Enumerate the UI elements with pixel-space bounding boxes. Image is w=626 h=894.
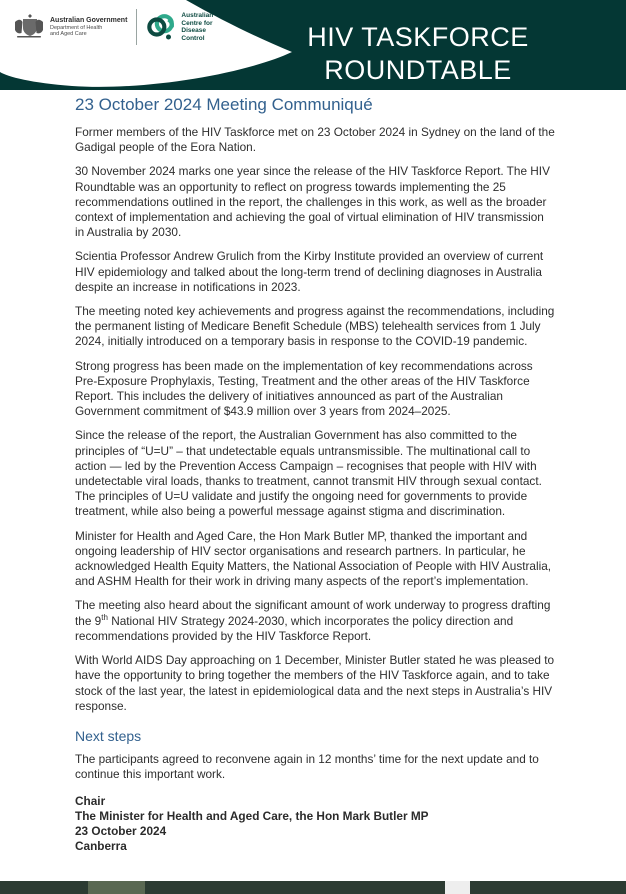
paragraphs xyxy=(75,125,556,714)
acdc-logo-line: Centre for xyxy=(181,19,213,27)
signature-place: Canberra xyxy=(75,839,127,854)
document-heading: 23 October 2024 Meeting Communiqué xyxy=(75,95,373,114)
banner-title-line1: HIV TASKFORCE xyxy=(307,22,529,52)
acdc-logo-line: Control xyxy=(181,34,205,42)
footer-segment-sage xyxy=(88,881,145,894)
signature-block xyxy=(75,794,556,854)
paragraph: Since the release of the report, the Australian Government has also committed to the principles of “U=U” – that undetectable equals untransmissible. The multinational call to action — led by the Prevention Access Campaign – recognises that people with HIV with undetectable viral loads, thanks to treatment, cannot transmit HIV through sexual contact. The principles of U=U validate and justify the ongoing need for governments to provide treatment, while also being a powerful message against stigma and discrimination. xyxy=(75,428,542,519)
australian-government-logo xyxy=(13,14,127,40)
acdc-logo xyxy=(146,12,213,42)
banner-title xyxy=(268,21,568,87)
gov-logo-line2: Department of Health and Aged Care xyxy=(50,24,103,37)
paragraph: 30 November 2024 marks one year since the release of the HIV Taskforce Report. The HIV Roundtable was an opportunity to reflect on progress towards implementing the 25 recommendations outlined in the report, the challenges in this work, as well as the broader context of implementation and achieving the goal of virtual elimination of HIV transmission in Australia by 2030. xyxy=(75,164,550,240)
next-steps-heading: Next steps xyxy=(75,727,142,744)
gov-logo-text xyxy=(50,17,127,38)
paragraph: With World AIDS Day approaching on 1 December, Minister Butler stated he was pleased to have the opportunity to bring together the members of the HIV Taskforce again, and to take stock of the last year, the latest in epidemiological data and the next steps in Australia’s HIV response. xyxy=(75,653,555,713)
signature-name: The Minister for Health and Aged Care, the Hon Mark Butler MP xyxy=(75,809,429,824)
footer-bar xyxy=(0,881,626,894)
paragraph: Minister for Health and Aged Care, the Hon Mark Butler MP, thanked the important and ongoing leadership of HIV sector organisations and research partners. In particular, he acknowledged Health Equity Matters, the National Association of People with HIV Australia, and ASHM Health for their work in driving many aspects of the report’s implementation. xyxy=(75,528,552,589)
signature-date: 23 October 2024 xyxy=(75,824,167,839)
paragraph: The meeting noted key achievements and progress against the recommendations, including the permanent listing of Medicare Benefit Schedule (MBS) telehealth services from 1 July 2024, initially introduced on a temporary basis in response to the COVID-19 pandemic. xyxy=(75,304,555,349)
header-banner xyxy=(0,0,626,90)
acdc-logo-text xyxy=(181,12,213,42)
paragraph: The meeting also heard about the significant amount of work underway to progress drafting the 9th National HIV Strategy 2024-2030, which incorporates the policy direction and recommendations provided by the HIV Taskforce Report. xyxy=(75,598,551,643)
acdc-logo-line: Australian xyxy=(181,12,214,19)
paragraph: Scientia Professor Andrew Grulich from the Kirby Institute provided an overview of current HIV epidemiology and talked about the long-term trend of declining diagnoses in Australia despite an increase in notifications in 2023. xyxy=(75,249,544,294)
paragraph: Strong progress has been made on the implementation of key recommendations across Pre-Exposure Prophylaxis, Testing, Treatment and the other areas of the HIV Taskforce Report. This includes the delivery of initiatives announced as part of the Australian Government commitment of $43.9 million over 3 years from 2024–2025. xyxy=(75,358,533,419)
logo-group xyxy=(13,9,213,45)
next-steps-paragraph: The participants agreed to reconvene again in 12 months’ time for the next update and to continue this important work. xyxy=(75,751,539,782)
paragraph: Former members of the HIV Taskforce met on 23 October 2024 in Sydney on the land of the Gadigal people of the Eora Nation. xyxy=(75,125,555,155)
gov-logo-line1: Australian Government xyxy=(50,16,128,24)
footer-segment-light xyxy=(445,881,470,894)
banner-title-line2: ROUNDTABLE xyxy=(324,55,512,85)
acdc-mark-icon xyxy=(146,12,176,42)
document-body xyxy=(75,95,556,854)
coat-of-arms-icon xyxy=(13,14,45,40)
acdc-logo-line: Disease xyxy=(181,27,206,34)
signature-role: Chair xyxy=(75,794,106,809)
logo-divider xyxy=(136,9,137,45)
